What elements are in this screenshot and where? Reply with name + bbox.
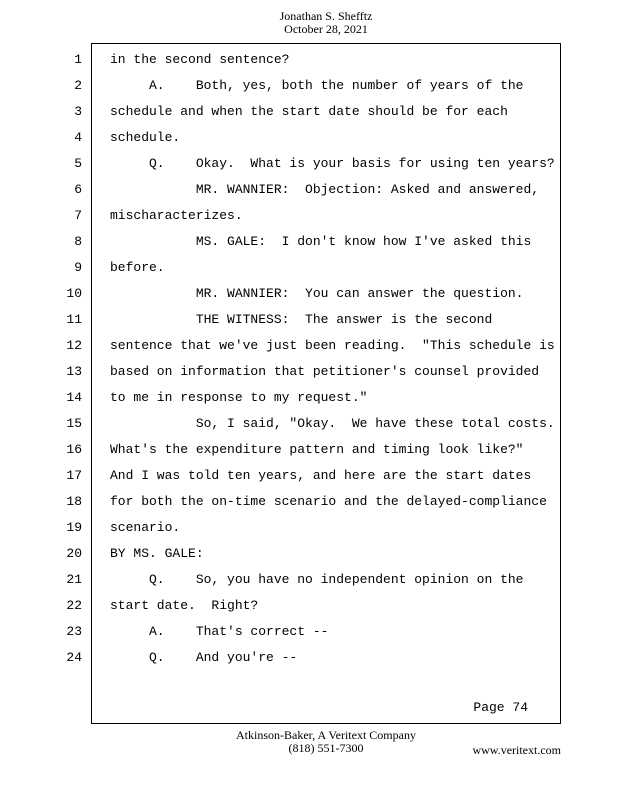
line-number: 10 (66, 286, 82, 301)
line-number: 4 (74, 130, 82, 145)
line-number: 7 (74, 208, 82, 223)
line-text: sentence that we've just been reading. "This schedule is (110, 338, 555, 353)
line-number: 1 (74, 52, 82, 67)
line-text: for both the on-time scenario and the delayed-compliance (110, 494, 547, 509)
line-number: 6 (74, 182, 82, 197)
line-text: THE WITNESS: The answer is the second (110, 312, 493, 327)
line-text: before. (110, 260, 165, 275)
line-number: 20 (66, 546, 82, 561)
line-text: Q. Okay. What is your basis for using ten years? (110, 156, 555, 171)
line-text: start date. Right? (110, 598, 259, 613)
line-number: 9 (74, 260, 82, 275)
line-number: 17 (66, 468, 82, 483)
line-number: 15 (66, 416, 82, 431)
line-text: MR. WANNIER: You can answer the question. (110, 286, 524, 301)
line-text: A. That's correct -- (110, 624, 329, 639)
line-text: based on information that petitioner's counsel provided (110, 364, 540, 379)
company-website: www.veritext.com (472, 743, 561, 757)
line-number: 13 (66, 364, 82, 379)
line-text: scenario. (110, 520, 181, 535)
line-number: 19 (66, 520, 82, 535)
line-number: 14 (66, 390, 82, 405)
line-text: Q. And you're -- (110, 650, 298, 665)
line-number: 11 (66, 312, 82, 327)
line-number: 18 (66, 494, 82, 509)
line-text: schedule and when the start date should be for each (110, 104, 508, 119)
deposition-date: October 28, 2021 (284, 22, 368, 36)
line-text: A. Both, yes, both the number of years of the (110, 78, 524, 93)
company-name: Atkinson-Baker, A Veritext Company (236, 728, 416, 742)
line-text: And I was told ten years, and here are the start dates (110, 468, 532, 483)
line-text: BY MS. GALE: (110, 546, 204, 561)
line-number: 22 (66, 598, 82, 613)
line-text: in the second sentence? (110, 52, 290, 67)
line-number: 21 (66, 572, 82, 587)
page-number: Page 74 (473, 700, 528, 715)
line-text: MR. WANNIER: Objection: Asked and answered, (110, 182, 540, 197)
line-text: to me in response to my request." (110, 390, 368, 405)
line-number: 24 (66, 650, 82, 665)
line-number: 5 (74, 156, 82, 171)
deponent-name: Jonathan S. Shefftz (279, 9, 373, 23)
line-number: 16 (66, 442, 82, 457)
line-text: What's the expenditure pattern and timing look like?" (110, 442, 524, 457)
line-text: mischaracterizes. (110, 208, 243, 223)
company-phone: (818) 551-7300 (288, 741, 364, 755)
line-text: schedule. (110, 130, 181, 145)
line-number: 12 (66, 338, 82, 353)
line-number: 23 (66, 624, 82, 639)
line-text: So, I said, "Okay. We have these total costs. (110, 416, 555, 431)
line-number: 8 (74, 234, 82, 249)
line-text: MS. GALE: I don't know how I've asked this (110, 234, 532, 249)
line-number: 2 (74, 78, 82, 93)
page-header (0, 10, 618, 36)
line-number: 3 (74, 104, 82, 119)
line-text: Q. So, you have no independent opinion on the (110, 572, 524, 587)
